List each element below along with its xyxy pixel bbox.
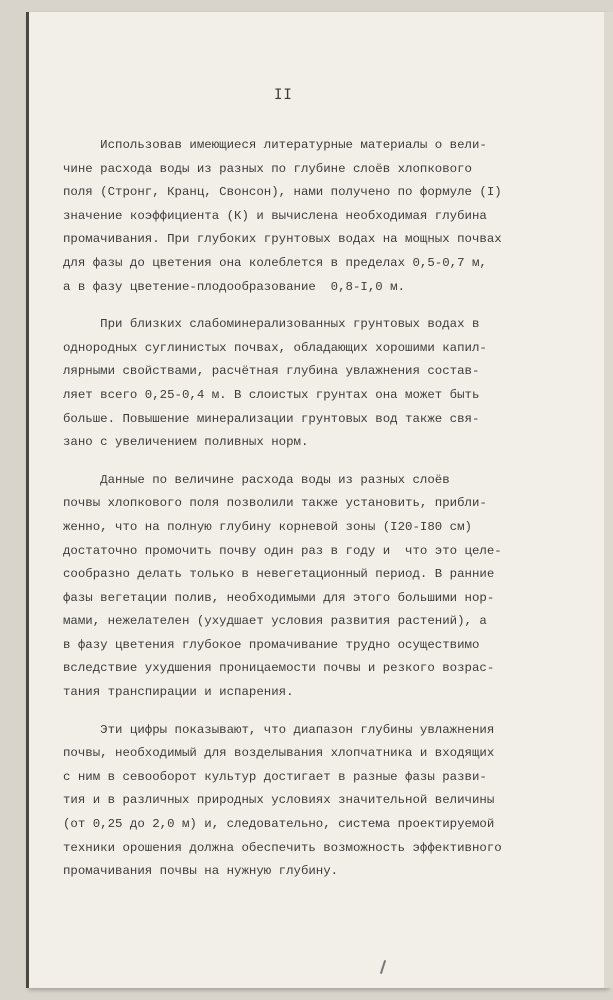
- text-line: с ним в севооборот культур достигает в разные фазы разви-: [63, 769, 487, 784]
- text-line: техники орошения должна обеспечить возможность эффективного: [63, 840, 502, 855]
- text-line: в фазу цветения глубокое промачивание трудно осуществимо: [63, 637, 480, 652]
- page-edge: [604, 12, 613, 988]
- text-line: фазы вегетации полив, необходимыми для этого большими нор-: [63, 590, 495, 605]
- text-line: для фазы до цветения она колеблется в пределах 0,5-0,7 м,: [63, 255, 487, 270]
- text-line: Эти цифры показывают, что диапазон глубины увлажнения: [63, 722, 495, 737]
- text-line: сообразно делать только в невегетационный период. В ранние: [63, 567, 495, 582]
- text-line: Использовав имеющиеся литературные материалы о вели-: [63, 138, 487, 152]
- text-line: Данные по величине расхода воды из разных слоёв: [63, 472, 450, 487]
- text-line: однородных суглинистых почвах, обладающих хорошими капил-: [63, 340, 487, 355]
- text-line: лярными свойствами, расчётная глубина увлажнения состав-: [63, 364, 480, 379]
- text-line: значение коэффициента (К) и вычислена необходимая глубина: [63, 208, 487, 223]
- text-line: женно, что на полную глубину корневой зоны (I20-I80 см): [63, 519, 472, 534]
- text-line: почвы, необходимый для возделывания хлопчатника и входящих: [63, 746, 495, 761]
- text-line: (от 0,25 до 2,0 м) и, следовательно, система проектируемой: [63, 817, 495, 832]
- text-line: вследствие ухудшения проницаемости почвы и резкого возрас-: [63, 661, 495, 676]
- paragraph: [63, 313, 583, 455]
- document-page: [26, 12, 607, 988]
- text-line: промачивания. При глубоких грунтовых водах на мощных почвах: [63, 232, 502, 247]
- text-line: мами, нежелателен (ухудшает условия развития растений), а: [63, 614, 487, 629]
- text-line: почвы хлопкового поля позволили также установить, прибли-: [63, 496, 487, 511]
- body-text: [63, 134, 583, 884]
- text-line: а в фазу цветение-плодообразование 0,8-I,0 м.: [63, 279, 406, 294]
- text-line: достаточно промочить почву один раз в году и что это целе-: [63, 543, 502, 558]
- text-line: промачивания почвы на нужную глубину.: [63, 864, 339, 879]
- paragraph: [63, 719, 583, 884]
- text-line: поля (Стронг, Кранц, Свонсон), нами получено по формуле (I): [63, 185, 502, 200]
- text-line: зано с увеличением поливных норм.: [63, 435, 309, 450]
- paragraph: [63, 469, 583, 705]
- text-line: При близких слабоминерализованных грунтовых водах в: [63, 317, 480, 332]
- text-line: больше. Повышение минерализации грунтовых вод также свя-: [63, 411, 480, 426]
- text-line: тия и в различных природных условиях значительной величины: [63, 793, 495, 808]
- paragraph: [63, 134, 583, 299]
- text-line: чине расхода воды из разных по глубине слоёв хлопкового: [63, 161, 472, 176]
- text-line: ляет всего 0,25-0,4 м. В слоистых грунтах она может быть: [63, 387, 480, 402]
- text-line: тания транспирации и испарения.: [63, 685, 294, 700]
- page-number: II: [274, 87, 293, 103]
